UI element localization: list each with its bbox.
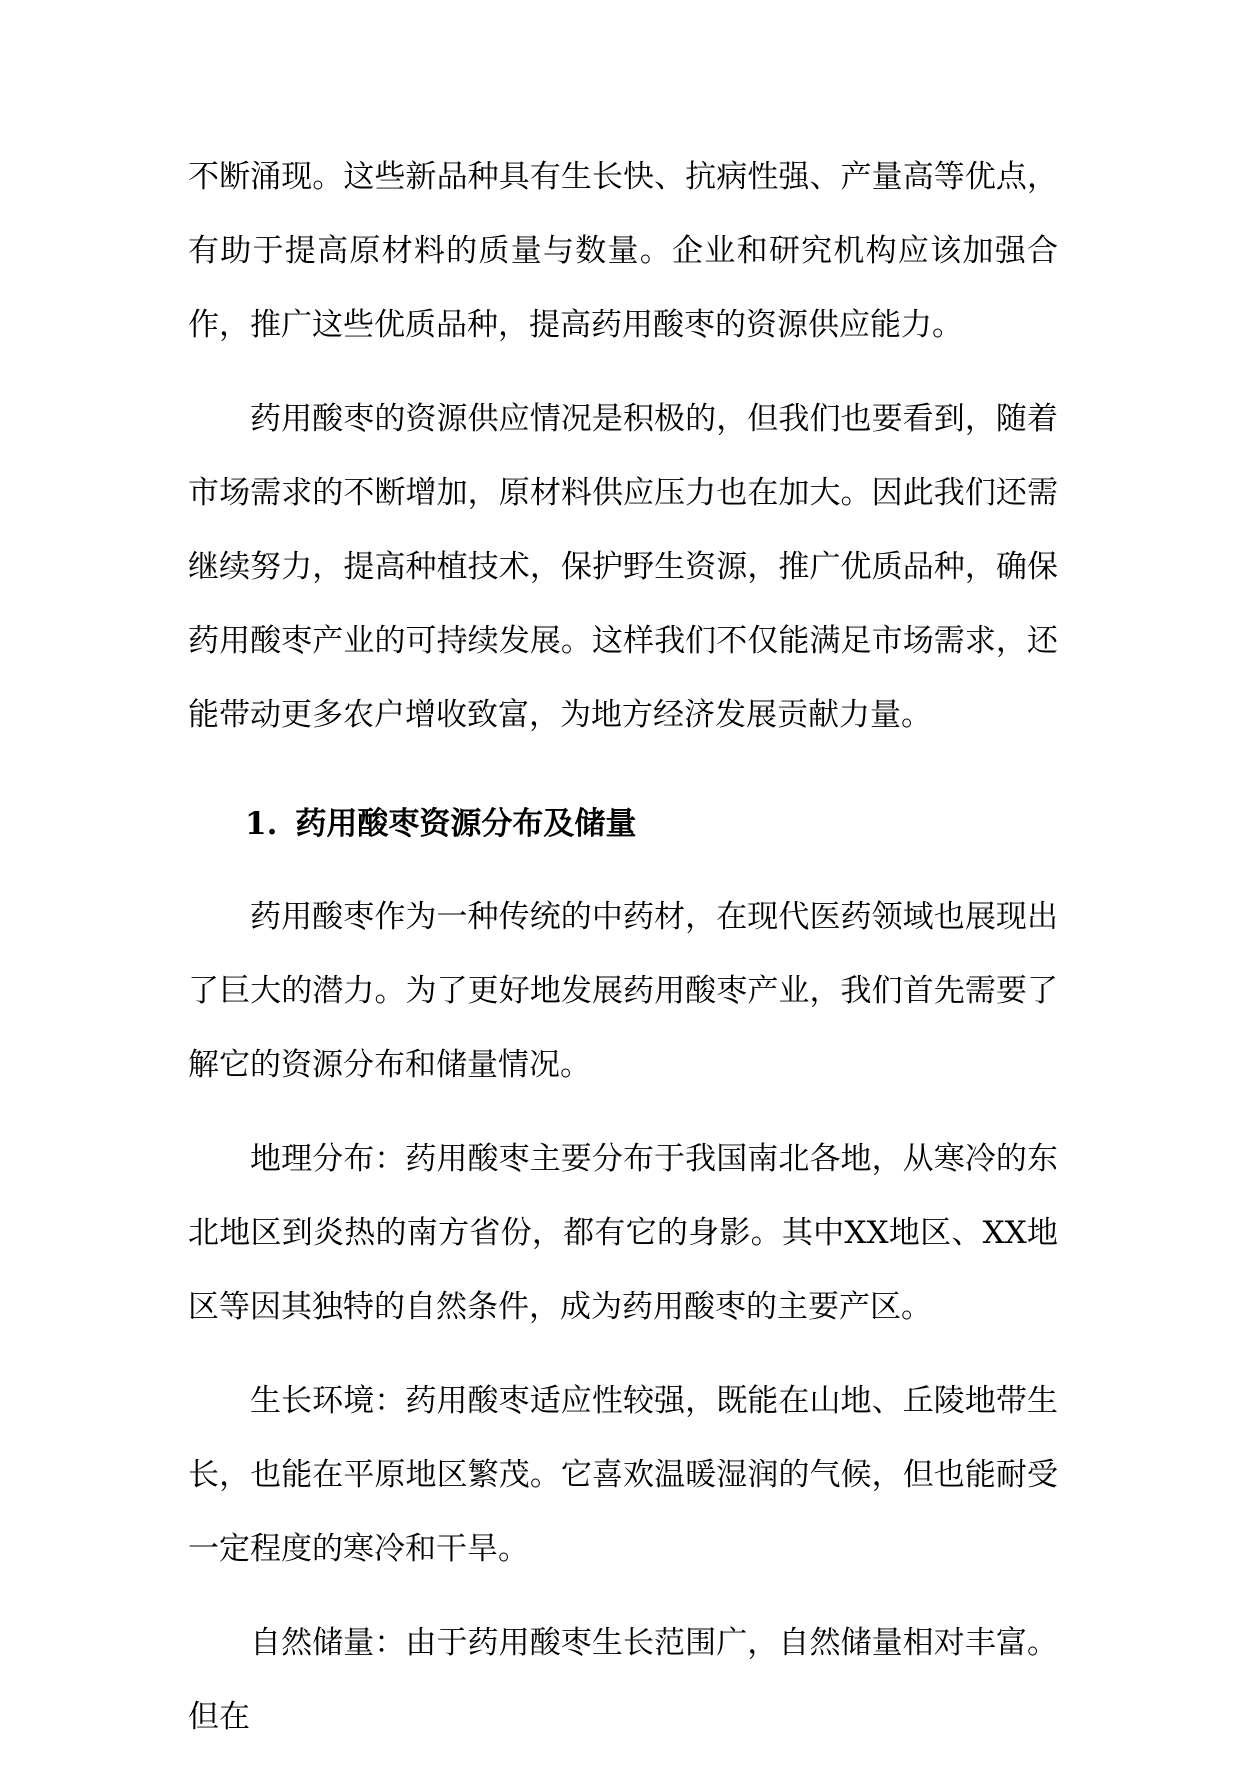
- paragraph-geographic-distribution: 地理分布：药用酸枣主要分布于我国南北各地，从寒冷的东北地区到炎热的南方省份，都有它的身影。其中XX地区、XX地区等因其独特的自然条件，成为药用酸枣的主要产区。: [188, 1141, 1058, 1325]
- paragraph-natural-reserves: 自然储量：由于药用酸枣生长范围广，自然储量相对丰富。但在: [188, 1625, 1058, 1735]
- document-body: [188, 140, 1058, 1774]
- paragraph-growth-environment: 生长环境：药用酸枣适应性较强，既能在山地、丘陵地带生长，也能在平原地区繁茂。它喜欢温暖湿润的气候，但也能耐受一定程度的寒冷和干旱。: [188, 1383, 1058, 1567]
- paragraph-intro: 药用酸枣作为一种传统的中药材，在现代医药领域也展现出了巨大的潜力。为了更好地发展药用酸枣产业，我们首先需要了解它的资源分布和储量情况。: [188, 899, 1058, 1083]
- section-heading: [188, 787, 1058, 861]
- paragraph-continued: 不断涌现。这些新品种具有生长快、抗病性强、产量高等优点，有助于提高原材料的质量与数量。企业和研究机构应该加强合作，推广这些优质品种，提高药用酸枣的资源供应能力。: [188, 159, 1058, 343]
- paragraph-supply-summary: 药用酸枣的资源供应情况是积极的，但我们也要看到，随着市场需求的不断增加，原材料供应压力也在加大。因此我们还需继续努力，提高种植技术，保护野生资源，推广优质品种，确保药用酸枣产业的可持续发展。这样我们不仅能满足市场需求，还能带动更多农户增收致富，为地方经济发展贡献力量。: [188, 401, 1058, 733]
- section-title: 药用酸枣资源分布及储量: [295, 806, 637, 842]
- section-number: 1.: [245, 806, 278, 842]
